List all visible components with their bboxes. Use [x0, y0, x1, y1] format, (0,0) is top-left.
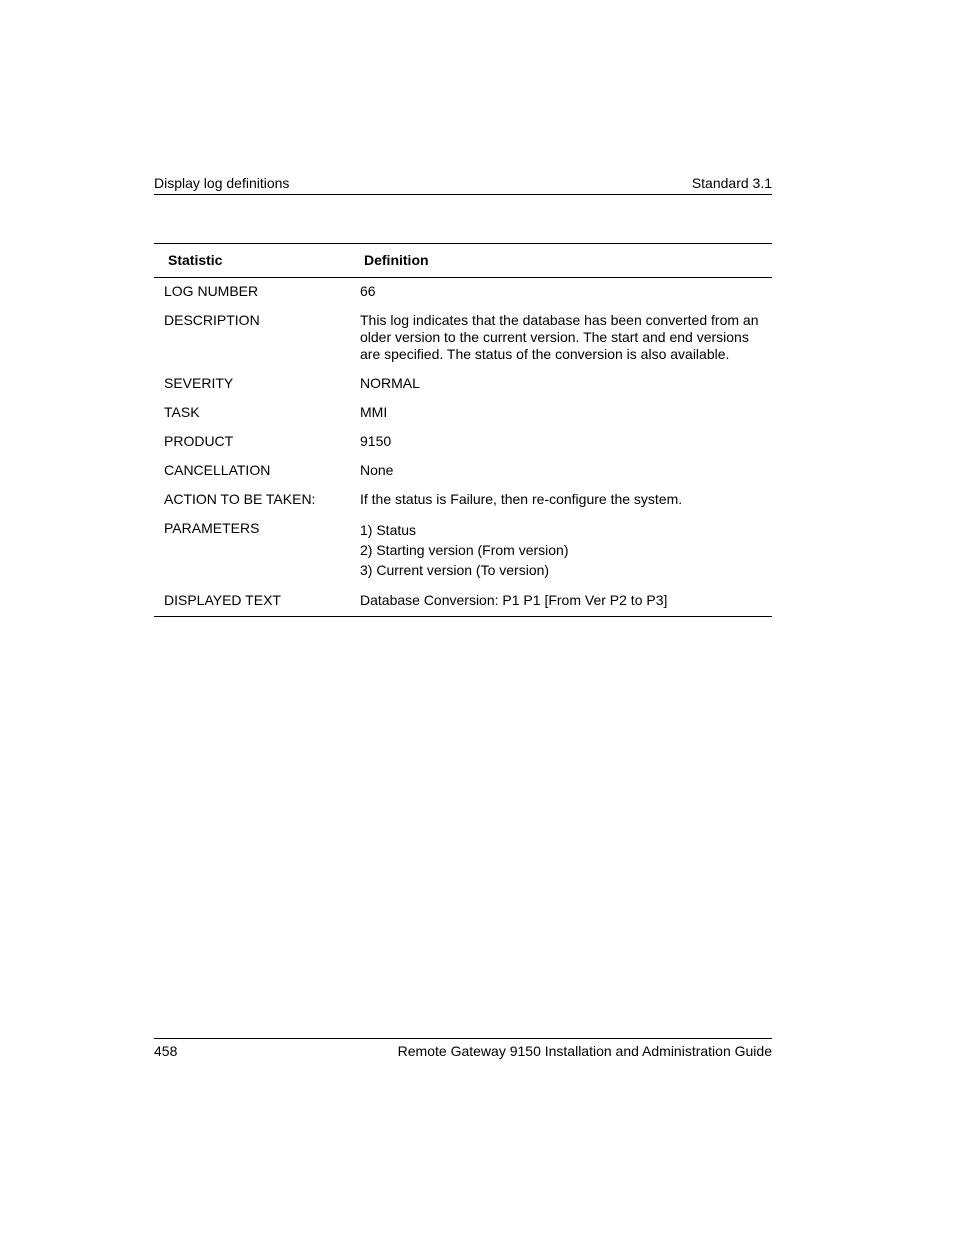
- definition-cell: None: [360, 462, 394, 478]
- statistic-cell: PRODUCT: [164, 433, 234, 449]
- statistic-cell: PARAMETERS: [164, 520, 260, 536]
- parameter-item: 2) Starting version (From version): [360, 542, 569, 558]
- table-row: [154, 586, 772, 617]
- parameter-item: 1) Status: [360, 522, 417, 538]
- table-row: [154, 369, 772, 398]
- statistic-cell: ACTION TO BE TAKEN:: [164, 491, 316, 507]
- page-header: [154, 174, 772, 195]
- column-header-statistic: Statistic: [154, 244, 350, 278]
- definition-cell: [350, 514, 772, 586]
- table-header-row: [154, 244, 772, 278]
- table-row: [154, 427, 772, 456]
- section-title: Display log definitions: [154, 175, 290, 191]
- log-definition-table: [154, 243, 772, 617]
- definition-cell: This log indicates that the database has been converted from an older version to the current version. The start and end versions are specified. The status of the conversion is also available.: [360, 312, 759, 362]
- statistic-cell: CANCELLATION: [164, 462, 271, 478]
- statistic-cell: LOG NUMBER: [164, 283, 259, 299]
- statistic-cell: SEVERITY: [164, 375, 234, 391]
- table-row: [154, 485, 772, 514]
- statistic-cell: DESCRIPTION: [164, 312, 260, 328]
- table-row: [154, 398, 772, 427]
- statistic-cell: TASK: [164, 404, 200, 420]
- definition-cell: MMI: [360, 404, 388, 420]
- definition-cell: If the status is Failure, then re-configure the system.: [360, 491, 683, 507]
- table-row: [154, 456, 772, 485]
- definition-cell: 66: [360, 283, 376, 299]
- definition-cell: NORMAL: [360, 375, 420, 391]
- document-title: Remote Gateway 9150 Installation and Administration Guide: [397, 1043, 772, 1059]
- definition-cell: 9150: [360, 433, 392, 449]
- table-row: [154, 514, 772, 586]
- page-footer: [154, 1038, 772, 1060]
- table-row: [154, 306, 772, 369]
- statistic-cell: DISPLAYED TEXT: [164, 592, 281, 608]
- page-number: 458: [154, 1043, 178, 1059]
- column-header-definition: Definition: [350, 244, 772, 278]
- table-row: [154, 278, 772, 307]
- definition-cell: Database Conversion: P1 P1 [From Ver P2 to P3]: [360, 592, 668, 608]
- parameter-item: 3) Current version (To version): [360, 562, 550, 578]
- standard-version: Standard 3.1: [691, 175, 772, 191]
